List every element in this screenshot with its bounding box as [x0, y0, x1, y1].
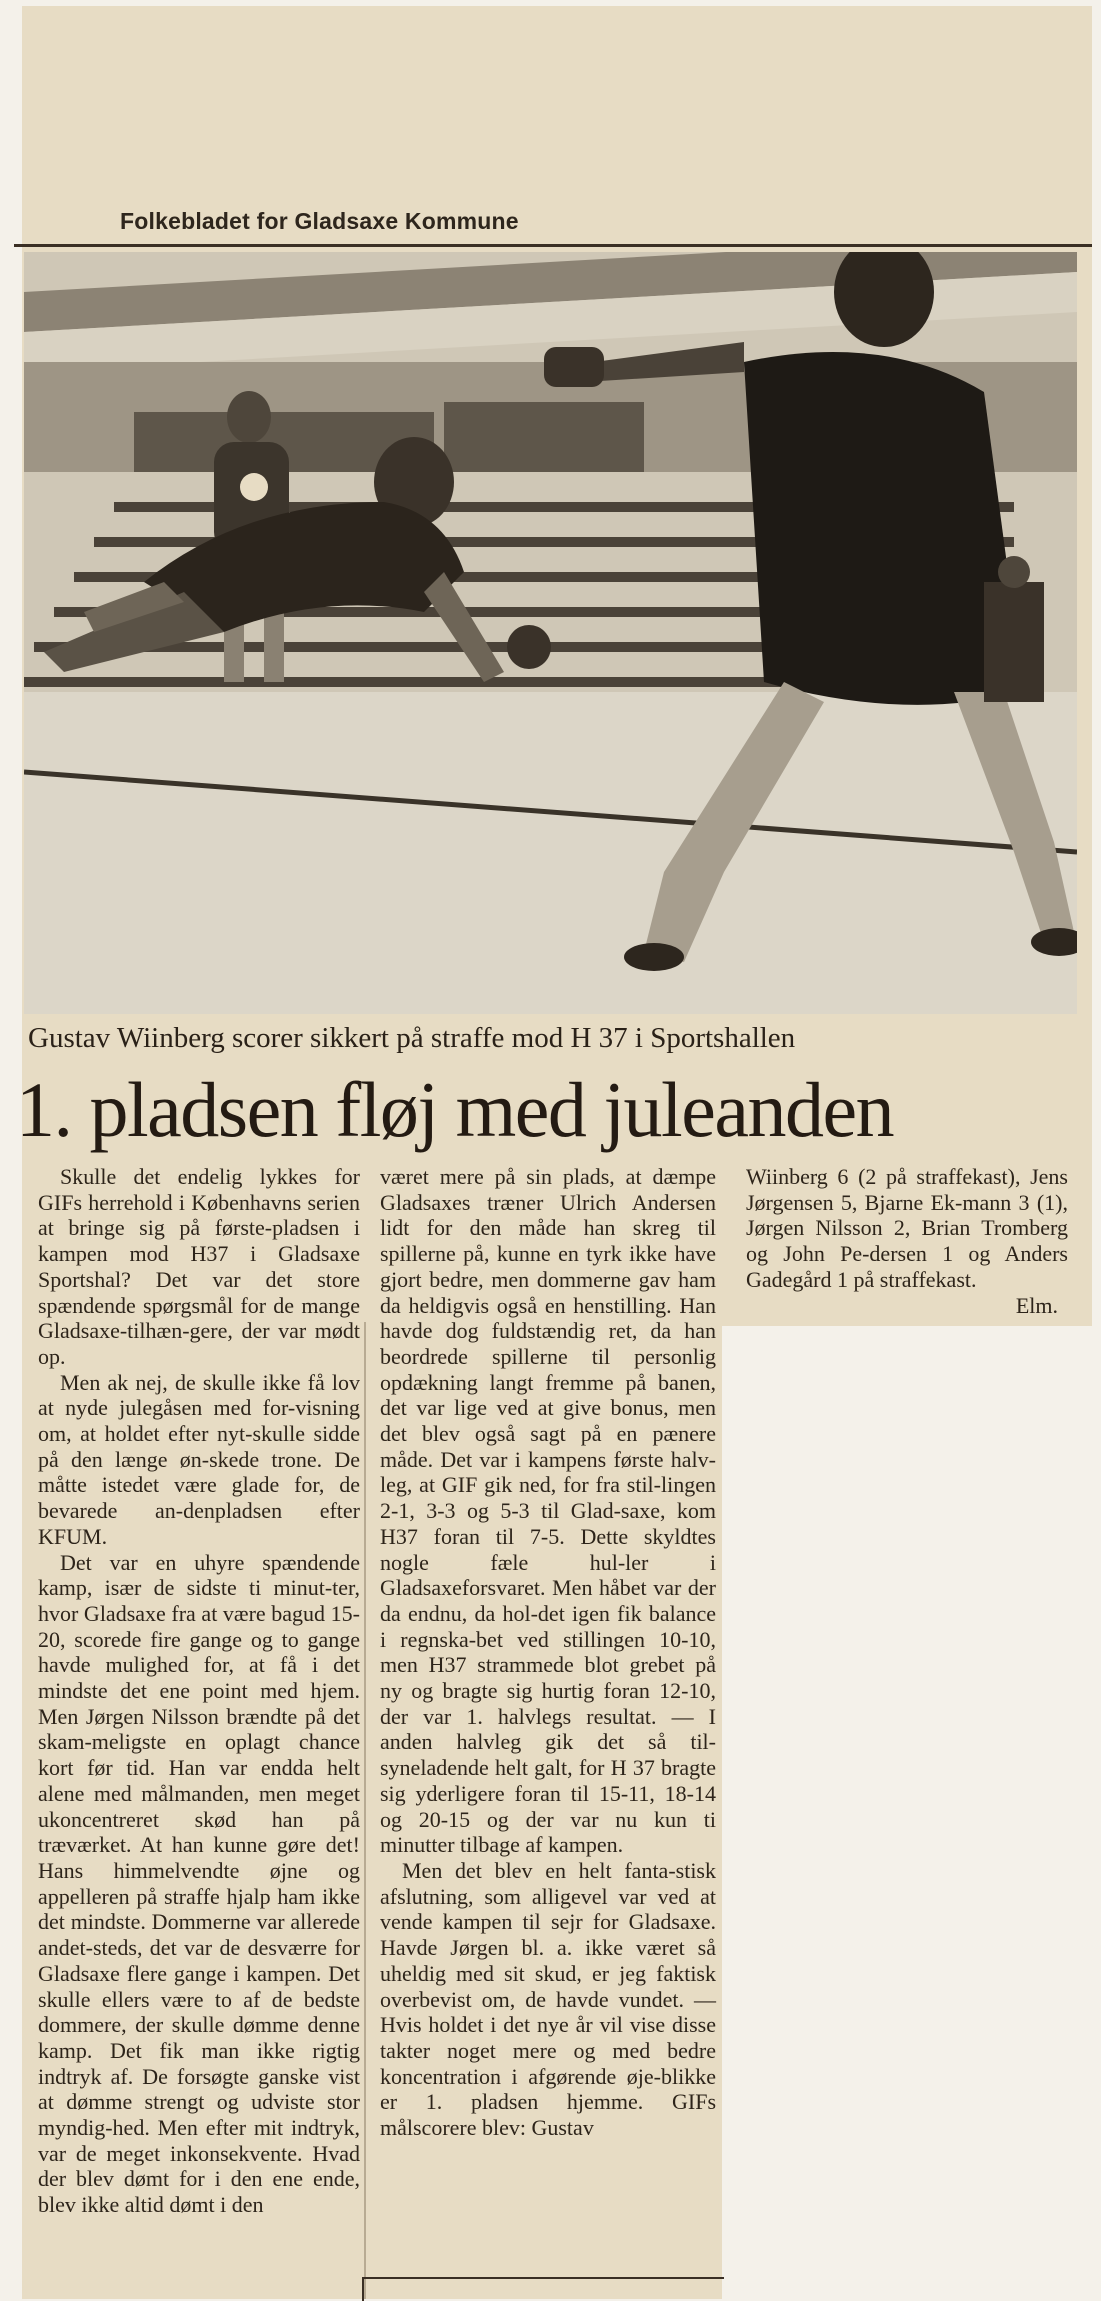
masthead: Folkebladet for Gladsaxe Kommune: [120, 208, 519, 234]
paragraph: Wiinberg 6 (2 på straffekast), Jens Jørgensen 5, Bjarne Ek-mann 3 (1), Jørgen Nilsson 2, Brian Tromberg og John Pe-dersen 1 og Anders Gadegård 1 på straffekast.: [746, 1164, 1068, 1292]
paragraph: Det var en uhyre spændende kamp, især de sidste ti minut-ter, hvor Gladsaxe fra at være bagud 15-20, scorede fire gange og to gange havde mulighed for, at få i det mindste det ene point med hjem. Men Jørgen Nilsson brændte på det skam-meligste en oplagt chance kort før tid. Han var endda helt alene med målmanden, men meget ukoncentreret skød han på træværket. At han kunne gøre det! Hans himmelvendte øjne og appelleren på straffe hjalp ham ikke det mindste. Dommerne var allerede andet-steds, det var de desværre for Gladsaxe flere gange i kampen. Det skulle ellers være to af de bedste dommere, der skulle dømme denne kamp. Det fik man ikke rigtig indtryk af. De forsøgte ganske vist at dømme strengt og udviste stor myndig-hed. Men efter mit indtryk, var de meget inkonsekvente. Hvad der blev dømt for i den ene ende, blev ikke altid dømt i den: [38, 1549, 360, 2218]
headline: 1. pladsen fløj med juleanden: [16, 1066, 894, 1153]
photo-caption: Gustav Wiinberg scorer sikkert på straffe mod H 37 i Sportshallen: [28, 1022, 796, 1054]
masthead-rule: [14, 244, 1092, 247]
paragraph: Skulle det endelig lykkes for GIFs herrehold i Københavns serien at bringe sig på første-pladsen i kampen mod H37 i Gladsaxe Sportshal? Det var det store spændende spørgsmål for de mange Gladsaxe-tilhæn-gere, der var mødt op.: [38, 1164, 360, 1369]
article-photo: [24, 252, 1077, 1014]
handball-photo-icon: [24, 252, 1077, 1014]
paragraph: Men det blev en helt fanta-stisk afslutning, som alligevel var ved at vende kampen til sejr for Gladsaxe. Havde Jørgen bl. a. ikke været så uheldig med sit skud, er jeg faktisk overbevist om, de havde vundet. — Hvis holdet i det nye år vil vise disse takter noget mere og med bedre koncentration i afgørende øje-blikke er 1. pladsen hjemme. GIFs målscorere blev: Gustav: [380, 1857, 716, 2141]
author-signature: Elm.: [1015, 1292, 1058, 1318]
bottom-border-box: [362, 2277, 724, 2301]
paragraph: Men ak nej, de skulle ikke få lov at nyde julegåsen med for-visning om, at holdet efter nyt-skulle sidde på den længe øn-skede trone. De måtte istedet være glade for, de bevarede an-denpladsen efter KFUM.: [38, 1369, 360, 1549]
article-column-2: [380, 1164, 716, 2141]
article-column-3: [746, 1164, 1068, 1318]
paragraph: været mere på sin plads, at dæmpe Gladsaxes træner Ulrich Andersen lidt for den måde han skreg til spillerne på, kunne en tyrk ikke have gjort bedre, men dommerne gav ham da heldigvis også en henstilling. Han havde dog fuldstændig ret, da han beordrede spillerne til personlig opdækning langt fremme på banen, det var lige ved at give bonus, men det blev også sagt på en pænere måde. Det var i kampens første halv-leg, at GIF gik ned, for fra stil-lingen 2-1, 3-3 og 5-3 til Glad-saxe, kom H37 foran til 7-5. Dette skyldtes nogle fæle hul-ler i Gladsaxeforsvaret. Men håbet var der da endnu, da hol-det igen fik balance i regnska-bet ved stillingen 10-10, men H37 strammede blot grebet på ny og bragte sig hurtig foran 12-10, der var 1. halvlegs resultat. — I anden halvleg gik det så til-syneladende helt galt, for H 37 bragte sig yderligere foran til 15-11, 18-14 og 20-15 og der var nu kun ti minutter tilbage af kampen.: [380, 1164, 716, 1858]
article-column-1: [38, 1164, 360, 2218]
